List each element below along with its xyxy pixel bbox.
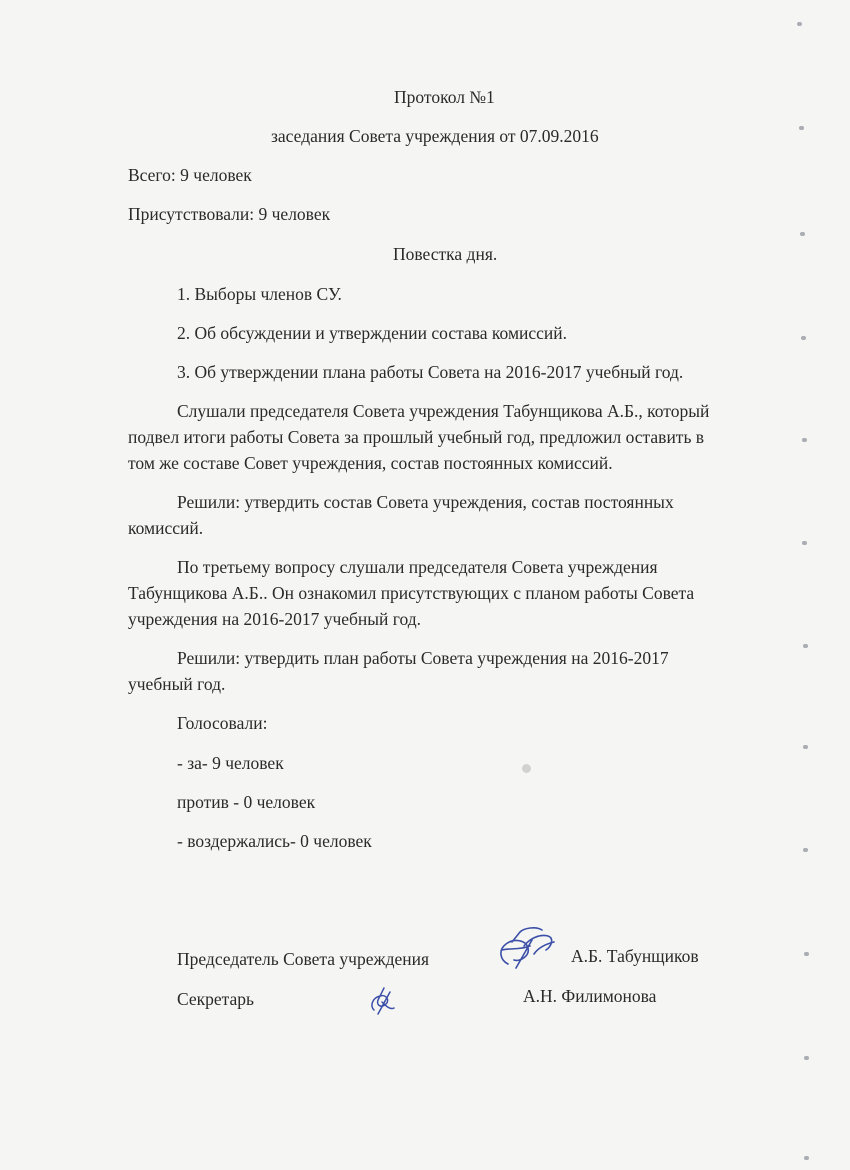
paragraph-line: По третьему вопросу слушали председателя Совета учреждения [177, 557, 658, 577]
scan-speck [800, 232, 805, 236]
scan-speck [803, 644, 808, 648]
vote-against: против - 0 человек [177, 792, 316, 812]
vote-abstained: - воздержались- 0 человек [177, 831, 372, 851]
scan-speck [803, 745, 808, 749]
paragraph-line: комиссий. [128, 518, 204, 538]
scan-speck [797, 22, 802, 26]
paragraph-line: том же составе Совет учреждения, состав постоянных комиссий. [128, 453, 613, 473]
paragraph-line: Решили: утвердить состав Совета учреждения, состав постоянных [177, 492, 674, 512]
agenda-item: 2. Об обсуждении и утверждении состава комиссий. [177, 323, 568, 343]
scan-speck [802, 438, 807, 442]
chair-role: Председатель Совета учреждения [177, 949, 430, 969]
secretary-role: Секретарь [177, 989, 255, 1009]
scan-speck [804, 1156, 809, 1160]
protocol-subtitle: заседания Совета учреждения от 07.09.2016 [271, 126, 599, 146]
paragraph-line: Табунщикова А.Б.. Он ознакомил присутствующих с планом работы Совета [128, 583, 695, 603]
scan-speck [804, 1056, 809, 1060]
scan-speck [801, 336, 806, 340]
present-count: Присутствовали: 9 человек [128, 204, 331, 224]
paragraph-line: учебный год. [128, 674, 226, 694]
agenda-item: 3. Об утверждении плана работы Совета на 2016-2017 учебный год. [177, 362, 684, 382]
scan-speck [799, 126, 804, 130]
scan-speck [803, 848, 808, 852]
paragraph-line: подвел итоги работы Совета за прошлый учебный год, предложил оставить в [128, 427, 705, 447]
scan-speck [802, 541, 807, 545]
chair-name: А.Б. Табунщиков [571, 946, 699, 966]
paragraph-line: Решили: утвердить план работы Совета учреждения на 2016-2017 [177, 648, 669, 668]
secretary-signature [360, 980, 410, 1020]
paragraph-line: Слушали председателя Совета учреждения Табунщикова А.Б., который [177, 401, 710, 421]
agenda-item: 1. Выборы членов СУ. [177, 284, 342, 304]
protocol-title: Протокол №1 [394, 87, 495, 107]
total-count: Всего: 9 человек [128, 165, 252, 185]
secretary-name: А.Н. Филимонова [523, 986, 657, 1006]
scan-smudge [522, 764, 531, 773]
paragraph-line: учреждения на 2016-2017 учебный год. [128, 609, 422, 629]
chair-signature [490, 920, 570, 980]
agenda-heading: Повестка дня. [393, 244, 498, 264]
scan-speck [804, 952, 809, 956]
voting-heading: Голосовали: [177, 713, 268, 733]
vote-for: - за- 9 человек [177, 753, 284, 773]
